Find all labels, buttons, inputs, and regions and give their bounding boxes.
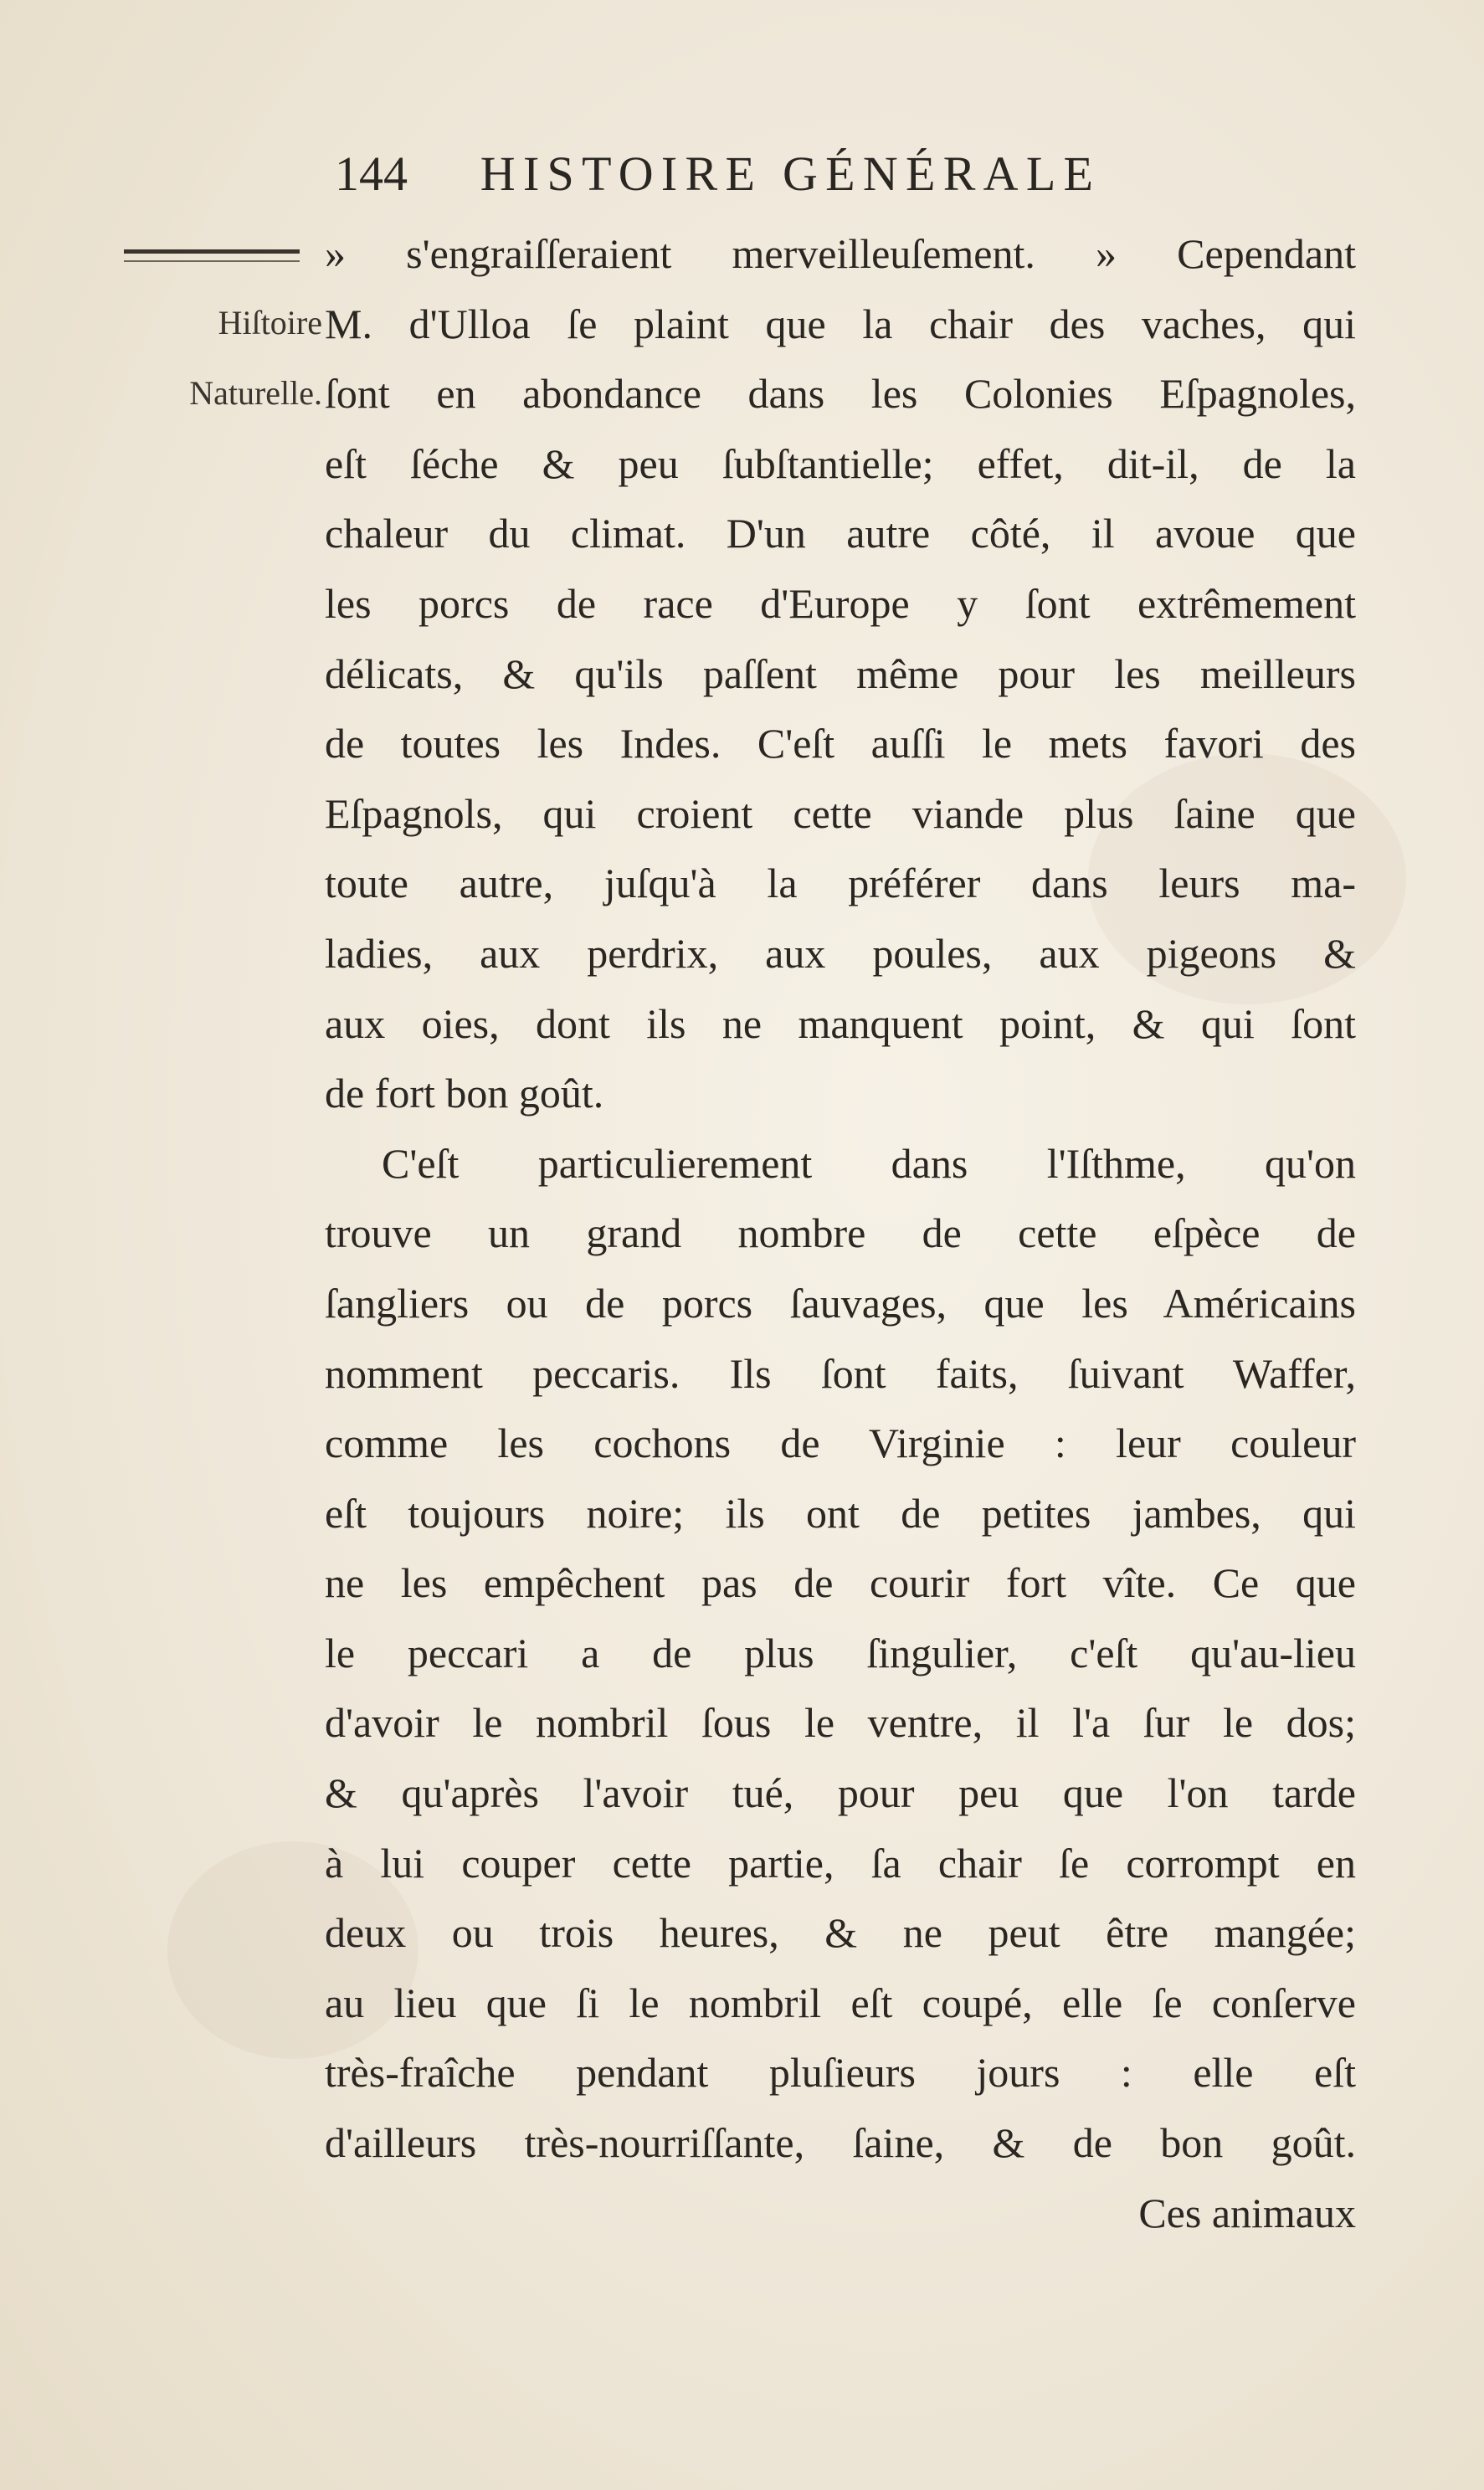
text-line: toute autre, juſqu'à la préférer dans leurs ma- [325,860,1356,907]
margin-note-line: Hiſtoire [218,304,322,341]
text-line: M. d'Ulloa ſe plaint que la chair des vaches, qui [325,300,1356,347]
text-line: » s'engraiſſeraient merveilleuſement. » Cependant [325,230,1356,277]
text-line: très-fraîche pendant pluſieurs jours : elle eſt [325,2049,1356,2097]
text-line: chaleur du climat. D'un autre côté, il avoue que [325,510,1356,557]
text-line: au lieu que ſi le nombril eſt coupé, elle ſe conſerve [325,1979,1356,2026]
text-line: à lui couper cette partie, ſa chair ſe corrompt en [325,1839,1356,1887]
text-line: aux oies, dont ils ne manquent point, & qui ſont [325,999,1356,1047]
text-line: ſont en abondance dans les Colonies Eſpagnoles, [325,370,1356,418]
text-line: comme les cochons de Virginie : leur couleur [325,1420,1356,1467]
text-line: ne les empêchent pas de courir fort vîte. Ce que [325,1559,1356,1607]
text-line: deux ou trois heures, & ne peut être mangée; [325,1909,1356,1957]
text-line: ſangliers ou de porcs ſauvages, que les Américains [325,1279,1356,1327]
text-line: Eſpagnols, qui croient cette viande plus ſaine que [325,789,1356,837]
page-number: 144 [335,146,408,201]
text-line: trouve un grand nombre de cette eſpèce de [325,1209,1356,1257]
text-line: ladies, aux perdrix, aux poules, aux pigeons & [325,929,1356,977]
text-line: le peccari a de plus ſingulier, c'eſt qu'au-lieu [325,1629,1356,1676]
text-line: C'eſt particulierement dans l'Iſthme, qu'on [382,1139,1356,1187]
text-line: les porcs de race d'Europe y ſont extrêmement [325,579,1356,627]
body-text [325,219,1356,2248]
text-line: délicats, & qu'ils paſſent même pour les meilleurs [325,649,1356,697]
text-line: de fort bon goût. [325,1070,604,1117]
running-title: HISTOIRE GÉNÉRALE [480,146,1101,201]
catchword: Ces animaux [1138,2189,1356,2236]
text-line: eſt ſéche & peu ſubſtantielle; effet, dit-il, de la [325,439,1356,487]
margin-note [100,288,322,429]
margin-rule [124,249,300,262]
margin-note-line: Naturelle. [189,374,322,412]
running-head [335,141,1239,208]
text-line: eſt toujours noire; ils ont de petites jambes, qui [325,1489,1356,1537]
text-line: de toutes les Indes. C'eſt auſſi le mets favori des [325,720,1356,768]
text-line: d'avoir le nombril ſous le ventre, il l'a ſur le dos; [325,1699,1356,1747]
text-line: d'ailleurs très-nourriſſante, ſaine, & de bon goût. [325,2119,1356,2167]
text-line: & qu'après l'avoir tué, pour peu que l'on tarde [325,1769,1356,1817]
text-line: nomment peccaris. Ils ſont faits, ſuivant Waffer, [325,1349,1356,1397]
